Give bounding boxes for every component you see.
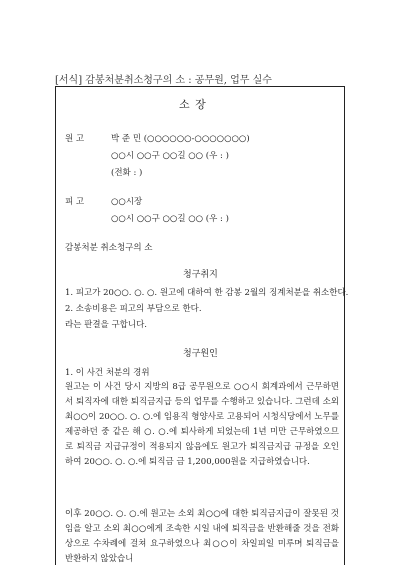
claims-heading: 청구취지 [183,270,218,280]
case-name: 감봉처분 취소청구의 소 [65,243,153,253]
complaint-document [55,86,349,565]
grounds-heading: 청구원인 [183,349,218,359]
defendant-role: 피 고 [65,197,85,207]
grounds-paragraph-2: 이후 20○○. ○. ○.에 원고는 소외 최○○에 대한 퇴직금지급이 잘못된 것임을 알고 소외 최○○에게 조속한 시일 내에 퇴직금을 반환해줄 것을 전화상으로 수차례에 걸쳐 요구하였으나 최○○이 차일피일 미루며 퇴직금을 반환하지 않았습니 [65,509,339,564]
document-title: 소 장 [179,98,207,111]
plaintiff-phone: (전화 : ) [111,168,143,178]
claim-item-2: 2. 소송비용은 피고의 부담으로 한다. [65,304,202,314]
defendant-name: ○○시장 [111,197,143,207]
plaintiff-name: 박 준 민 (○○○○○○-○○○○○○○) [111,134,250,144]
claims-closing: 라는 판결을 구합니다. [65,320,148,330]
grounds-subheading: 1. 이 사건 처분의 경위 [65,368,150,378]
defendant-address: ○○시 ○○구 ○○길 ○○ (우 : ) [111,214,229,224]
plaintiff-address: ○○시 ○○구 ○○길 ○○ (우 : ) [111,151,229,161]
grounds-paragraph-1: 원고는 이 사건 당시 지방의 8급 공무원으로 ○○시 회계과에서 근무하면서 퇴직자에 대한 퇴직금지급 등의 업무를 수행하고 있습니다. 그런데 소외 최○○이 20○○. ○. ○.에 임용직 형양사로 고용되어 시청식당에서 노무를 제공하던 중 같은 해 ○. ○.에 퇴사하게 되었는데 1년 미만 근무하였으므로 퇴직금 지급규정이 적용되지 않음에도 원고가 퇴직금지급 규정을 오인하여 20○○. ○. ○.에 퇴직금 금 1,200,000원을 지급하였습니다. [65,382,339,467]
plaintiff-role: 원 고 [65,134,85,144]
claim-item-1: 1. 피고가 20○○. ○. ○. 원고에 대하여 한 감봉 2월의 징계처분을 취소한다. [65,288,349,298]
document-header: [서식] 감봉처분취소청구의 소 : 공무원, 업무 실수 [55,75,272,86]
